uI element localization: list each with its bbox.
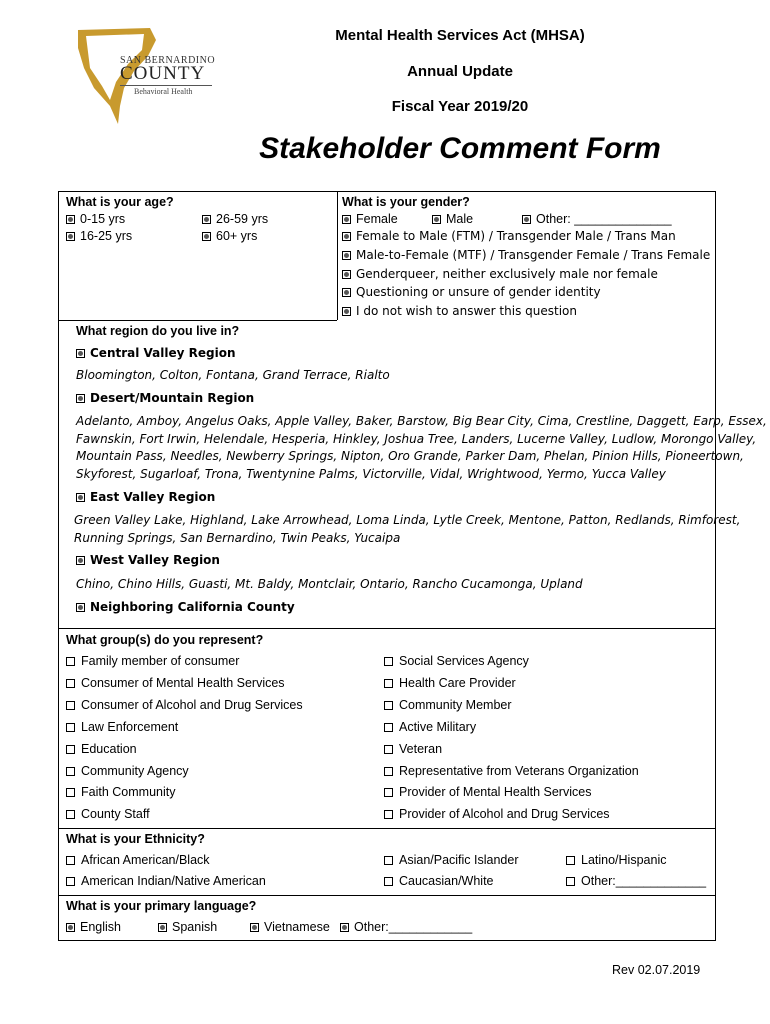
radio-icon <box>250 923 259 932</box>
checkbox-icon <box>384 810 393 819</box>
language-question: What is your primary language? <box>66 899 257 913</box>
age-question: What is your age? <box>66 195 174 209</box>
age-option-16-25[interactable]: 16-25 yrs <box>66 229 132 243</box>
checkbox-icon <box>384 877 393 886</box>
region-divider <box>58 320 337 321</box>
logo-line3: Behavioral Health <box>134 87 193 96</box>
age-gender-divider <box>337 191 338 320</box>
checkbox-icon <box>66 856 75 865</box>
gender-option-questioning[interactable]: Questioning or unsure of gender identity <box>342 285 601 299</box>
region-desert-places: Adelanto, Amboy, Angelus Oaks, Apple Valley, Baker, Barstow, Big Bear City, Cima, Crestline, Daggett, Earp, Essex, Fawnskin, Fort Irwin, Helendale, Hesperia, Hinkley, Joshua Tree, Landers, Lucerne Valley, Ludlow, Morongo Valley, Mountain Pass, Needles, Newberry Springs, Nipton, Oro Grande, Parker Dam, Phelan, Pinion Hills, Pioneertown, Skyforest, Sugarloaf, Trona, Twentynine Palms, Victorville, Vidal, Wrightwood, Yermo, Yucca Valley <box>76 414 767 481</box>
radio-icon <box>342 270 351 279</box>
checkbox-icon <box>66 788 75 797</box>
ethnicity-option-caucasian[interactable]: Caucasian/White <box>384 874 494 888</box>
radio-icon <box>342 251 351 260</box>
checkbox-icon <box>384 701 393 710</box>
radio-icon <box>76 556 85 565</box>
checkbox-icon <box>566 877 575 886</box>
region-desert[interactable]: Desert/Mountain Region <box>76 391 254 405</box>
radio-icon <box>342 232 351 241</box>
group-option-right-6[interactable]: Representative from Veterans Organization <box>384 764 639 778</box>
checkbox-icon <box>384 679 393 688</box>
group-option-left-2[interactable]: Consumer of Mental Health Services <box>66 676 285 690</box>
checkbox-icon <box>66 745 75 754</box>
radio-icon <box>432 215 441 224</box>
checkbox-icon <box>384 657 393 666</box>
checkbox-icon <box>66 810 75 819</box>
ethnicity-option-latino[interactable]: Latino/Hispanic <box>566 853 666 867</box>
radio-icon <box>76 603 85 612</box>
group-option-left-5[interactable]: Education <box>66 742 137 756</box>
group-option-right-4[interactable]: Active Military <box>384 720 476 734</box>
checkbox-icon <box>384 767 393 776</box>
group-option-right-7[interactable]: Provider of Mental Health Services <box>384 785 591 799</box>
region-east-places: Green Valley Lake, Highland, Lake Arrowhead, Loma Linda, Lytle Creek, Mentone, Patton, Redlands, Rimforest, Running Springs, San Bernardino, Twin Peaks, Yucaipa <box>74 513 741 545</box>
ethnicity-option-african-american[interactable]: African American/Black <box>66 853 210 867</box>
gender-question: What is your gender? <box>342 195 470 209</box>
language-option-other[interactable]: Other:____________ <box>340 920 472 934</box>
age-option-26-59[interactable]: 26-59 yrs <box>202 212 268 226</box>
gender-option-decline[interactable]: I do not wish to answer this question <box>342 304 577 318</box>
radio-icon <box>158 923 167 932</box>
radio-icon <box>340 923 349 932</box>
group-option-left-7[interactable]: Faith Community <box>66 785 175 799</box>
age-option-60-plus[interactable]: 60+ yrs <box>202 229 257 243</box>
group-option-right-3[interactable]: Community Member <box>384 698 512 712</box>
gender-option-female[interactable]: Female <box>342 212 398 226</box>
checkbox-icon <box>66 701 75 710</box>
radio-icon <box>342 307 351 316</box>
radio-icon <box>342 215 351 224</box>
language-option-vietnamese[interactable]: Vietnamese <box>250 920 330 934</box>
group-option-left-3[interactable]: Consumer of Alcohol and Drug Services <box>66 698 303 712</box>
gender-option-ftm[interactable]: Female to Male (FTM) / Transgender Male / Trans Man <box>342 229 676 243</box>
gender-option-other[interactable]: Other: ______________ <box>522 212 672 226</box>
region-central-places: Bloomington, Colton, Fontana, Grand Terrace, Rialto <box>76 368 390 382</box>
ethnicity-option-asian[interactable]: Asian/Pacific Islander <box>384 853 519 867</box>
region-west[interactable]: West Valley Region <box>76 553 220 567</box>
language-option-english[interactable]: English <box>66 920 121 934</box>
age-option-0-15[interactable]: 0-15 yrs <box>66 212 125 226</box>
checkbox-icon <box>66 723 75 732</box>
group-option-right-1[interactable]: Social Services Agency <box>384 654 529 668</box>
radio-icon <box>76 493 85 502</box>
language-option-spanish[interactable]: Spanish <box>158 920 217 934</box>
group-option-right-2[interactable]: Health Care Provider <box>384 676 516 690</box>
group-option-left-4[interactable]: Law Enforcement <box>66 720 178 734</box>
groups-question: What group(s) do you represent? <box>66 633 264 647</box>
revision-date: Rev 02.07.2019 <box>612 963 701 977</box>
ethnicity-option-american-indian[interactable]: American Indian/Native American <box>66 874 266 888</box>
radio-icon <box>342 288 351 297</box>
logo-line2: COUNTY <box>120 63 206 84</box>
radio-icon <box>66 923 75 932</box>
radio-icon <box>522 215 531 224</box>
page-title: Stakeholder Comment Form <box>259 132 661 165</box>
region-east[interactable]: East Valley Region <box>76 490 215 504</box>
logo-divider <box>120 85 212 86</box>
group-option-right-5[interactable]: Veteran <box>384 742 442 756</box>
checkbox-icon <box>66 657 75 666</box>
gender-option-mtf[interactable]: Male-to-Female (MTF) / Transgender Female / Trans Female <box>342 248 710 262</box>
checkbox-icon <box>384 723 393 732</box>
region-neighboring[interactable]: Neighboring California County <box>76 600 295 614</box>
gender-option-genderqueer[interactable]: Genderqueer, neither exclusively male nor female <box>342 267 658 281</box>
region-west-places: Chino, Chino Hills, Guasti, Mt. Baldy, Montclair, Ontario, Rancho Cucamonga, Upland <box>76 577 583 591</box>
radio-icon <box>202 215 211 224</box>
region-question: What region do you live in? <box>76 324 240 338</box>
checkbox-icon <box>66 877 75 886</box>
logo-line1: SAN BERNARDINO <box>120 55 216 66</box>
ethnicity-question: What is your Ethnicity? <box>66 832 205 846</box>
region-central[interactable]: Central Valley Region <box>76 346 236 360</box>
radio-icon <box>66 232 75 241</box>
group-option-left-1[interactable]: Family member of consumer <box>66 654 239 668</box>
ethnicity-option-other[interactable]: Other:_____________ <box>566 874 706 888</box>
checkbox-icon <box>566 856 575 865</box>
header-line1: Mental Health Services Act (MHSA) <box>335 27 585 44</box>
checkbox-icon <box>66 679 75 688</box>
header-line2: Annual Update <box>407 63 513 80</box>
checkbox-icon <box>384 856 393 865</box>
header-line3: Fiscal Year 2019/20 <box>391 98 529 115</box>
checkbox-icon <box>384 788 393 797</box>
checkbox-icon <box>66 767 75 776</box>
gender-option-male[interactable]: Male <box>432 212 473 226</box>
group-option-left-6[interactable]: Community Agency <box>66 764 189 778</box>
radio-icon <box>202 232 211 241</box>
radio-icon <box>76 394 85 403</box>
group-option-right-8[interactable]: Provider of Alcohol and Drug Services <box>384 807 610 821</box>
checkbox-icon <box>384 745 393 754</box>
group-option-left-8[interactable]: County Staff <box>66 807 150 821</box>
radio-icon <box>66 215 75 224</box>
radio-icon <box>76 349 85 358</box>
